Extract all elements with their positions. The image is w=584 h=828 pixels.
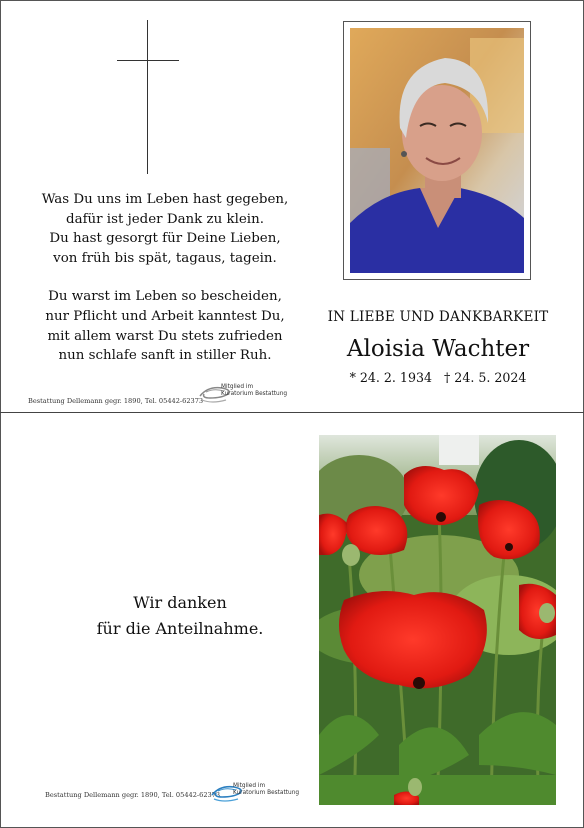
thanks-line: Wir danken bbox=[133, 593, 227, 612]
funeral-home-footer: Bestattung Dellemann gegr. 1890, Tel. 05442-62373 bbox=[28, 397, 204, 405]
dedication-heading: IN LIEBE UND DANKBARKEIT bbox=[327, 309, 549, 325]
poem-line: dafür ist jeder Dank zu klein. bbox=[66, 211, 264, 227]
logo-line2: Kuratorium Bestattung bbox=[233, 790, 300, 796]
poem-line: Du warst im Leben so bescheiden, bbox=[48, 289, 282, 305]
thanks-line: für die Anteilnahme. bbox=[96, 619, 264, 638]
poem-line: mit allem warst Du stets zufrieden bbox=[47, 328, 283, 344]
portrait-photo bbox=[350, 28, 524, 273]
life-dates bbox=[308, 370, 568, 385]
poem-line: nur Pflicht und Arbeit kanntest Du, bbox=[45, 308, 285, 324]
poem-line: nun schlafe sanft in stiller Ruh. bbox=[58, 348, 272, 364]
poem bbox=[20, 190, 310, 366]
cross-icon bbox=[117, 20, 179, 174]
logo-line1: Mitglied im bbox=[221, 384, 254, 390]
poem-line: Du hast gesorgt für Deine Lieben, bbox=[49, 231, 281, 247]
fold-line bbox=[0, 412, 584, 413]
funeral-home-footer: Bestattung Dellemann gegr. 1890, Tel. 05442-62373 bbox=[45, 791, 221, 799]
poppy-photo bbox=[319, 435, 556, 805]
kuratorium-logo bbox=[198, 382, 288, 406]
poem-line: Was Du uns im Leben hast gegeben, bbox=[41, 192, 289, 207]
birth-date: * 24. 2. 1934 bbox=[349, 370, 432, 385]
kuratorium-logo bbox=[210, 781, 300, 805]
portrait-frame bbox=[343, 21, 531, 280]
logo-line1: Mitglied im bbox=[233, 783, 266, 789]
logo-line2: Kuratorium Bestattung bbox=[221, 391, 288, 397]
thanks-message bbox=[60, 590, 300, 642]
deceased-name: Aloisia Wachter bbox=[346, 336, 530, 362]
poem-line: von früh bis spät, tagaus, tagein. bbox=[53, 250, 277, 266]
death-date: † 24. 5. 2024 bbox=[444, 370, 527, 385]
